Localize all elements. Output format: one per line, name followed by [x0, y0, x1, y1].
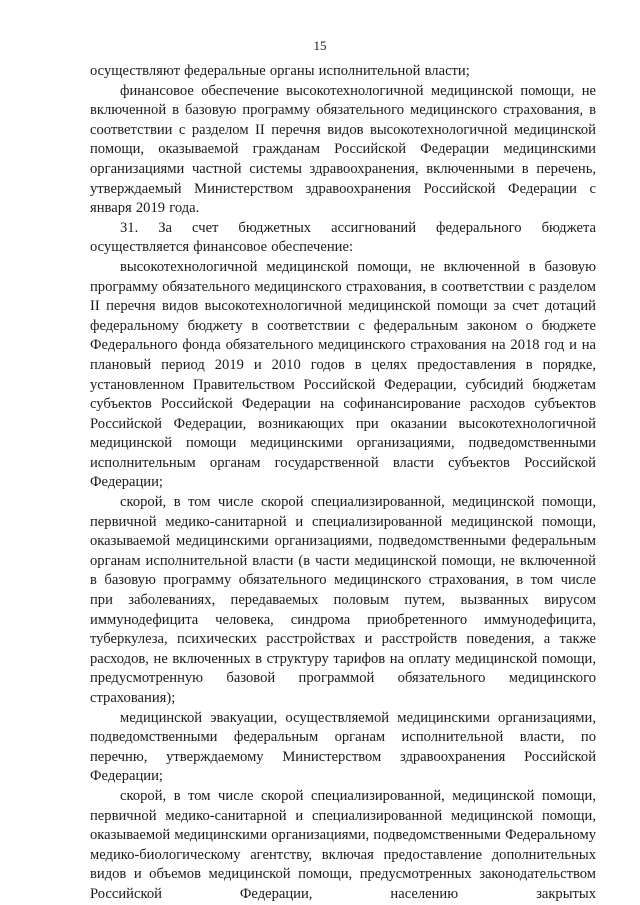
paragraph-4: высокотехнологичной медицинской помощи, не включенной в базовую программу обязательного медицинского страхования, в соответствии с разделом II перечня видов высокотехнологичной медицинской помощи за счет дотаций федеральному бюджету в соответствии с федеральным законом о бюджете Федерального фонда обязательного медицинского страхования на 2018 год и на плановый период 2019 и 2010 годов в целях предоставления в порядке, установленном Правительством Российской Федерации, субсидий бюджетам субъектов Российской Федерации на софинансирование расходов субъектов Российской Федерации, возникающих при оказании высокотехнологичной медицинской помощи медицинскими организациями, подведомственными исполнительным органам государственной власти субъектов Российской Федерации; [90, 258, 596, 491]
document-body [90, 62, 596, 905]
paragraph-2: финансовое обеспечение высокотехнологичной медицинской помощи, не включенной в базовую программу обязательного медицинского страхования, в соответствии с разделом II перечня видов высокотехнологичной медицинской помощи, оказываемой гражданам Российской Федерации медицинскими организациями частной системы здравоохранения, включенными в перечень, утверждаемый Министерством здравоохранения Российской Федерации с января 2019 года. [90, 82, 596, 217]
paragraph-1: осуществляют федеральные органы исполнительной власти; [90, 63, 470, 79]
paragraph-6: медицинской эвакуации, осуществляемой медицинскими организациями, подведомственными федеральным органам исполнительной власти, по перечню, утверждаемому Министерством здравоохранения Российской Федерации; [90, 709, 596, 785]
page-number: 15 [313, 38, 327, 53]
paragraph-5: скорой, в том числе скорой специализированной, медицинской помощи, первичной медико-санитарной и специализированной медицинской помощи, оказываемой медицинскими организациями, подведомственными федеральным органам исполнительной власти (в части медицинской помощи, не включенной в базовую программу обязательного медицинского страхования, в том числе при заболеваниях, передаваемых половым путем, вызванных вирусом иммунодефицита человека, синдрома приобретенного иммунодефицита, туберкулеза, психических расстройствах и расстройств поведения, а также расходов, не включенных в структуру тарифов на оплату медицинской помощи, предусмотренную базовой программой обязательного медицинского страхования); [90, 494, 596, 706]
paragraph-7: скорой, в том числе скорой специализированной, медицинской помощи, первичной медико-санитарной и специализированной медицинской помощи, оказываемой медицинскими организациями, подведомственными Федеральному медико-биологическому агентству, включая предоставление дополнительных видов и объемов медицинской помощи, предусмотренных законодательством Российской Федерации, населению закрытых [90, 787, 596, 902]
paragraph-3: 31. За счет бюджетных ассигнований федерального бюджета осуществляется финансовое обеспечение: [90, 219, 596, 256]
